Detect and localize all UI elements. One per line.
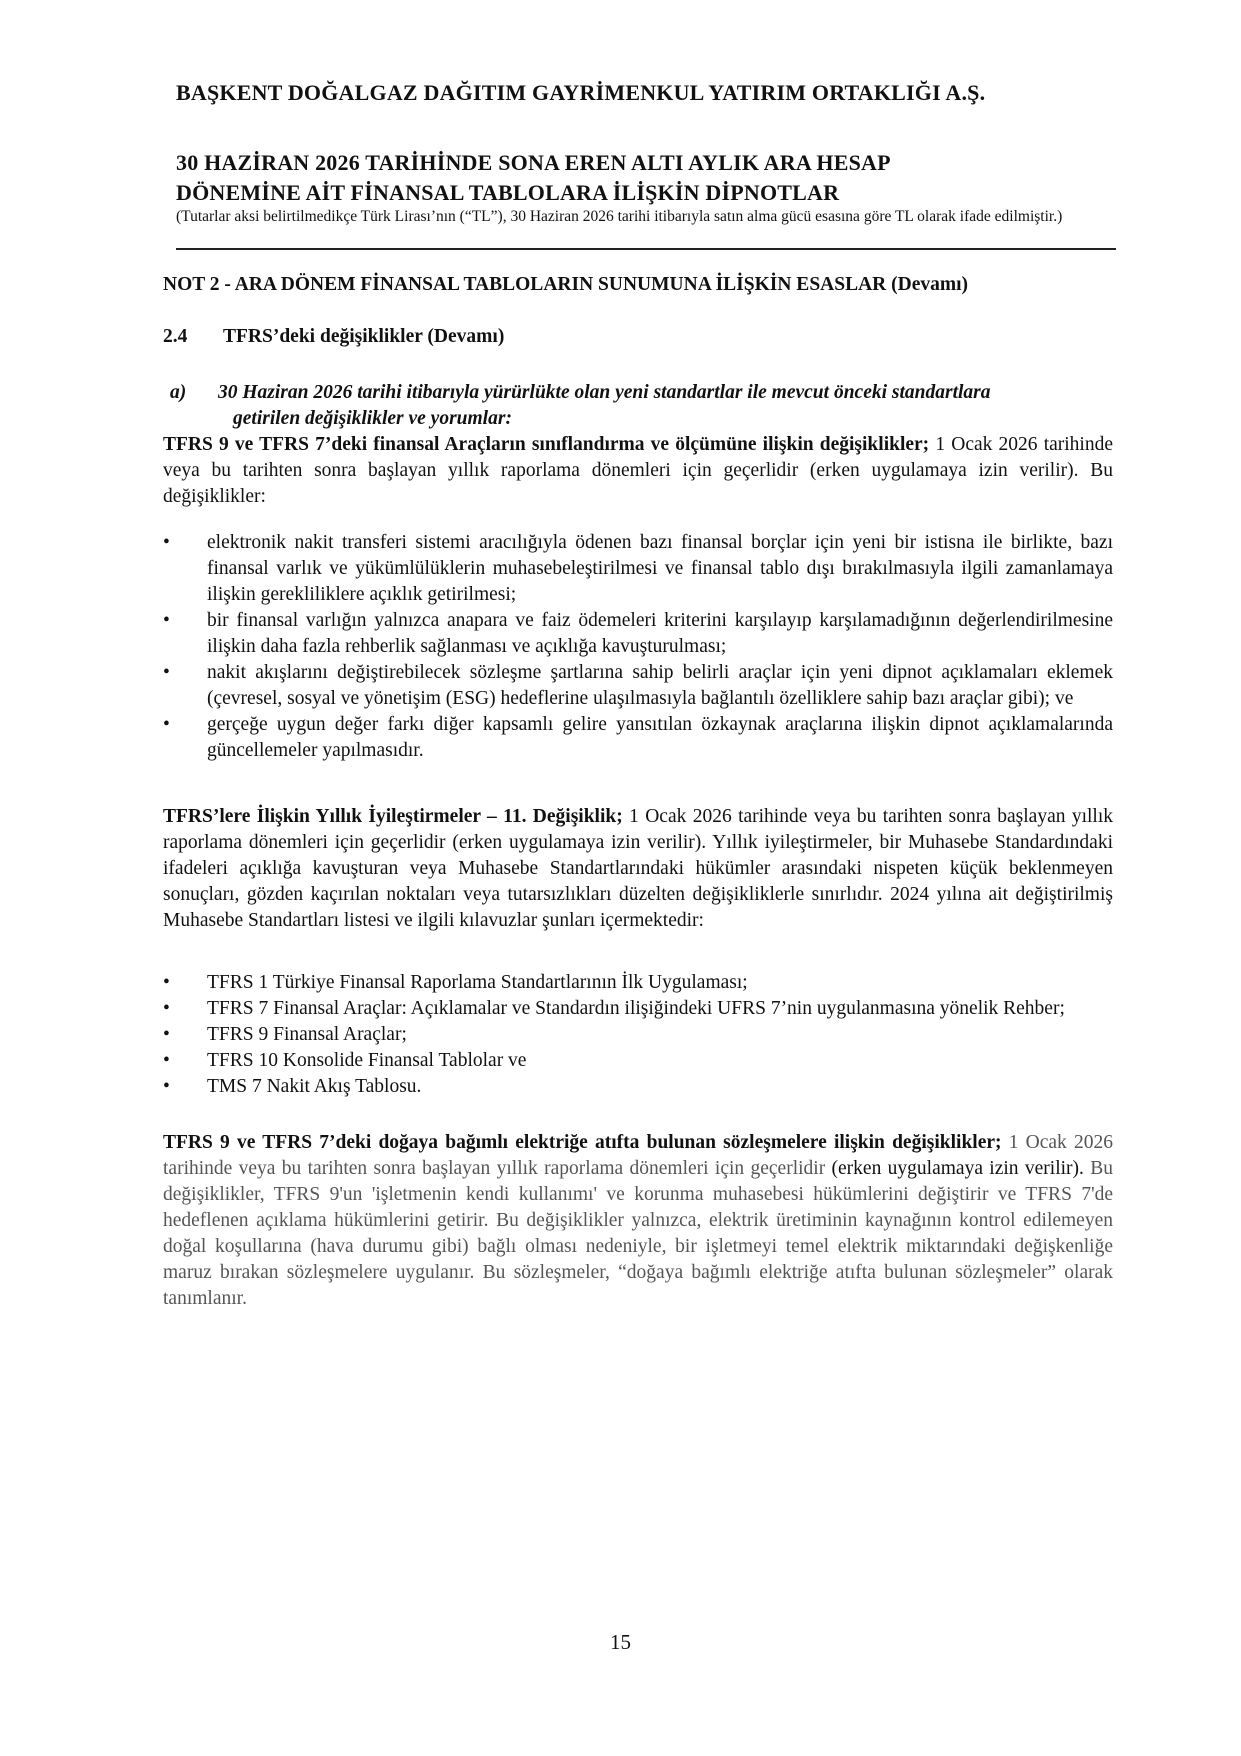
paragraph-body-early: (erken uygulamaya izin verilir).	[825, 1158, 1084, 1179]
report-title-line-1: 30 HAZİRAN 2026 TARİHİNDE SONA EREN ALTI AYLIK ARA HESAP	[176, 150, 891, 175]
standards-list	[163, 970, 1113, 1100]
subsection-heading	[170, 380, 1130, 432]
page-number: 15	[610, 1630, 631, 1654]
list-item: • TFRS 1 Türkiye Finansal Raporlama Standartlarının İlk Uygulaması;	[163, 972, 748, 993]
paragraph-lead: TFRS’lere İlişkin Yıllık İyileştirmeler – 11. Değişiklik;	[163, 806, 623, 827]
currency-note: (Tutarlar aksi belirtilmedikçe Türk Lirası’nın (“TL”), 30 Haziran 2026 tarihi itibarıyla satın alma gücü esasına göre TL olarak ifade edilmiştir.)	[176, 208, 1063, 225]
list-item: • elektronik nakit transferi sistemi aracılığıyla ödenen bazı finansal borçlar için yeni bir istisna ile birlikte, bazı finansal varlık ve yükümlülüklerin muhasebeleştirilmesi ve finansal tablo dışı bırakılmasıyla ilgili zamanlamaya ilişkin gerekliliklere açıklık getirilmesi;	[163, 532, 1113, 605]
list-item: • nakit akışlarını değiştirebilecek sözleşme şartlarına sahip belirli araçlar için yeni dipnot açıklamaları eklemek (çevresel, sosyal ve yönetişim (ESG) hedeflerine ulaşılmasıyla bağlantılı özelliklere sahip bazı araçlar gibi); ve	[163, 662, 1113, 709]
paragraph-body: 1 Ocak 2026 tarihinde veya bu tarihten sonra başlayan yıllık raporlama dönemleri için geçerlidir (erken uygulamaya izin verilir). Bu değişiklikler:	[163, 434, 1114, 507]
report-title	[176, 148, 891, 208]
paragraph-body: 1 Ocak 2026 tarihinde veya bu tarihten sonra başlayan yıllık raporlama dönemleri için geçerlidir (erken uygulamaya izin verilir). Yıllık iyileştirmeler, bir Muhasebe Standardındaki ifadeleri açıklığa kavuşturan veya Muhasebe Standartlarındaki hükümler arasındaki nispeten küçük beklenmeyen sonuçları, gözden kaçırılan noktaları veya tutarsızlıkları düzelten değişikliklerle sınırlıdır. 2024 yılına ait değiştirilmiş Muhasebe Standartları listesi ve ilgili kılavuzlar şunları içermektedir:	[163, 806, 1114, 931]
paragraph-body-effective: 1 Ocak 2026 tarihinde veya bu tarihten sonra başlayan yıllık raporlama dönemleri için geçerlidir	[163, 1132, 1113, 1179]
section-title: TFRS’deki değişiklikler (Devamı)	[223, 326, 505, 347]
subsection-letter: a)	[170, 382, 187, 403]
list-item: • TFRS 9 Finansal Araçlar;	[163, 1024, 407, 1045]
list-item: • TFRS 7 Finansal Araçlar: Açıklamalar ve Standardın ilişiğindeki UFRS 7’nin uygulanmasına yönelik Rehber;	[163, 998, 1065, 1019]
list-item: • gerçeğe uygun değer farkı diğer kapsamlı gelire yansıtılan özkaynak araçlarına ilişkin dipnot açıklamalarında güncellemeler yapılmasıdır.	[163, 714, 1113, 761]
note-heading: NOT 2 - ARA DÖNEM FİNANSAL TABLOLARIN SUNUMUNA İLİŞKİN ESASLAR (Devamı)	[163, 274, 969, 295]
section-heading	[163, 326, 504, 348]
section-number: 2.4	[163, 326, 188, 347]
company-name: BAŞKENT DOĞALGAZ DAĞITIM GAYRİMENKUL YATIRIM ORTAKLIĞI A.Ş.	[176, 80, 986, 105]
list-item: • TMS 7 Nakit Akış Tablosu.	[163, 1076, 422, 1097]
subsection-title-line-2: getirilen değişiklikler ve yorumlar:	[233, 408, 512, 429]
header-divider	[176, 248, 1116, 250]
list-item: • bir finansal varlığın yalnızca anapara ve faiz ödemeleri kriterini karşılayıp karşılamadığının değerlendirilmesine ilişkin daha fazla rehberlik sağlanması ve açıklığa kavuşturulması;	[163, 610, 1113, 657]
report-title-line-2: DÖNEMİNE AİT FİNANSAL TABLOLARA İLİŞKİN DİPNOTLAR	[176, 180, 840, 205]
paragraph-nature-dependent-electricity	[163, 1130, 1113, 1312]
paragraph-body-rest: Bu değişiklikler, TFRS 9'un 'işletmenin kendi kullanımı' ve korunma muhasebesi hükümlerini değiştirir ve TFRS 7'de hedeflenen açıklama hükümlerini getirir. Bu değişiklikler yalnızca, elektrik üretiminin kaynağının kontrol edilemeyen doğal koşullarına (hava durumu gibi) bağlı olması nedeniyle, bir işletmeyi temel elektrik miktarındaki değişkenliğe maruz bırakan sözleşmelere uygulanır. Bu sözleşmeler, “doğaya bağımlı elektriğe atıfta bulunan sözleşmeler” olarak tanımlanır.	[163, 1158, 1113, 1309]
paragraph-annual-improvements	[163, 804, 1113, 934]
paragraph-lead: TFRS 9 ve TFRS 7’deki finansal Araçların sınıflandırma ve ölçümüne ilişkin değişiklikler;	[163, 434, 930, 455]
list-item: • TFRS 10 Konsolide Finansal Tablolar ve	[163, 1050, 527, 1071]
amendments-list	[163, 530, 1113, 764]
paragraph-tfrs9-classification	[163, 432, 1113, 510]
paragraph-lead: TFRS 9 ve TFRS 7’deki doğaya bağımlı elektriğe atıfta bulunan sözleşmelere ilişkin değişiklikler;	[163, 1132, 1002, 1153]
subsection-title-line-1: 30 Haziran 2026 tarihi itibarıyla yürürlükte olan yeni standartlar ile mevcut önceki standartlara	[218, 382, 991, 403]
